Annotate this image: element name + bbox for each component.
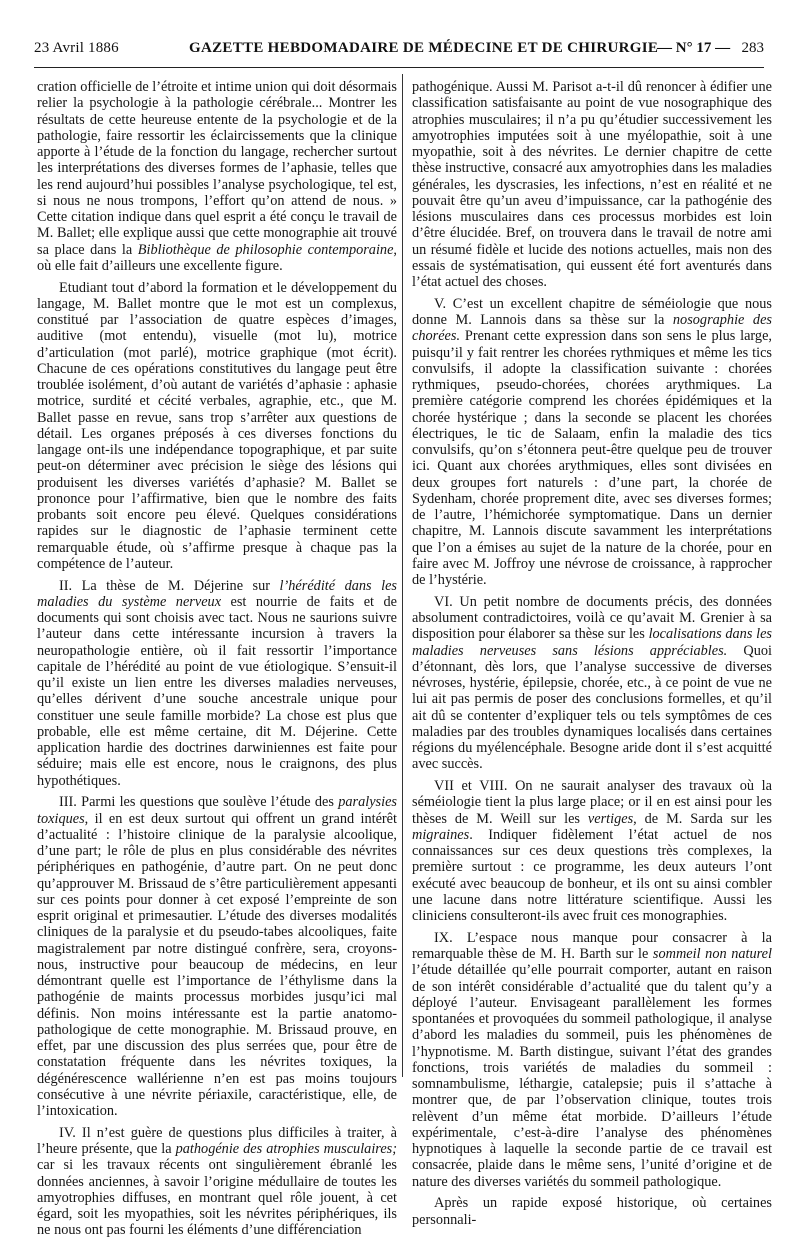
column-divider xyxy=(402,74,403,1077)
paragraph xyxy=(37,578,397,789)
italic-title: l’hérédité dans les maladies du système nerveux xyxy=(37,577,397,610)
paragraph xyxy=(37,794,397,1119)
italic-title: sommeil non naturel xyxy=(652,946,773,962)
text-run: . Indiquer fidèlement l’état actuel de nos connaissances sur ces deux questions très complexes, la première surtout : ce programme, les deux auteurs l’ont exécuté avec beaucoup de bonheur, et ils ont su ainsi combler une lacune dans notre littérature scientifique. Aussi les cliniciens consulteront-ils avec fruit ces monographies. xyxy=(412,826,772,924)
text-run: VI. Un petit nombre de documents précis, des données absolument contradictoires, voilà ce qu’avait M. Grenier à sa disposition pour élaborer sa thèse sur les xyxy=(412,593,772,643)
text-run: VII et VIII. On ne saurait analyser des travaux où la séméiologie tient la plus large place; or il en est ainsi pour les thèses de M. Weill sur les xyxy=(412,778,772,827)
journal-title: GAZETTE HEBDOMADAIRE DE MÉDECINE ET DE CHIRURGIE xyxy=(189,40,659,56)
paragraph xyxy=(37,280,397,573)
text-run: , de M. Sarda sur les xyxy=(633,810,772,827)
italic-title: nosographie des chorées. xyxy=(412,312,772,345)
text-run: Après un rapide exposé historique, où certaines personnali- xyxy=(412,1195,772,1228)
italic-title: migraines xyxy=(412,826,470,843)
paragraph xyxy=(412,930,772,1190)
italic-title: paralysies toxiques xyxy=(37,794,397,827)
running-header xyxy=(34,40,764,64)
text-run: Etudiant tout d’abord la formation et le développement du langage, M. Ballet montre que le mot est un complexus, constitué par l’association de quatre espèces d’images, auditive (mot entendu), visuelle (mot lu), motrice d’articulation (mot parlé), motrice graphique (mot écrit). Chacune de ces opérations constitutives du langage peut être troublée isolément, d’où autant de variétés d’aphasie : aphasie motrice, surdité et cécité verbales, agraphie, etc., que M. Ballet passe en revue, sans trop s’arrêter aux questions de détail. Les organes préposés à ces diverses fonctions du langage ont-ils une indépendance topographique, et par suite peut-on déterminer avec précision le siège des lésions qui produisent les diverses variétés d’aphasie? M. Ballet se prononce pour l’affirmative, bien que le nombre des faits probants soit encore peu élevé. Quelques considérations rapides sur le diagnostic de l’aphasie terminent cette remarquable étude, où s’affirme presque à chaque pas la compétence de l’auteur. xyxy=(37,279,397,572)
paragraph xyxy=(37,79,397,274)
italic-title: pathogénie des atrophies musculaires; xyxy=(175,1141,397,1157)
text-run: IV. Il n’est guère de questions plus difficiles à traiter, à l’heure présente, que la xyxy=(37,1124,397,1157)
text-run: pathogénique. Aussi M. Parisot a-t-il dû renoncer à édifier une classification satisfaisante au point de vue nosographique des atrophies musculaires; il n’a pu qu’étudier successivement les amyotrophies imputées soit à une myélopathie, soit à une myopathie, soit à des névrites. Le dernier chapitre de cette thèse instructive, consacré aux amyotrophies dans les maladies générales, les dyscrasies, les infections, n’est en réalité et ne pouvait être qu’un aveu d’impuissance, car la pathogénie des lésions musculaires dans ces processus morbides est loin d’être élucidée. Bref, on trouvera dans le travail de notre ami un résumé fidèle et lucide des notions actuelles, mais non des essais de systématisation, qui eussent été fort aventurés dans l’état actuel des choses. xyxy=(412,79,772,290)
issue-date: 23 Avril 1886 xyxy=(34,40,119,56)
paragraph xyxy=(412,296,772,589)
paragraph xyxy=(412,594,772,773)
page-number: 283 xyxy=(741,40,764,56)
right-column xyxy=(412,79,772,1233)
text-run: IX. L’espace nous manque pour consacrer à la remarquable thèse de M. H. Barth sur le xyxy=(412,929,772,962)
paragraph xyxy=(412,79,772,290)
paragraph xyxy=(412,1195,772,1228)
italic-title: localisations dans les maladies nerveuses sans lésions appréciables. xyxy=(412,626,772,659)
paragraph xyxy=(37,1125,397,1239)
header-rule xyxy=(34,67,764,68)
text-run: car si les travaux récents ont singulièrement ébranlé les données anciennes, à savoir l’origine médullaire de toutes les amyotrophies diffuses, en montrant quel rôle jouent, à cet égard, soit les myopathies, soit les névrites périphériques, ils ne nous ont pas fourni les éléments d’une différenciation xyxy=(37,1157,397,1239)
text-run: II. La thèse de M. Déjerine sur xyxy=(59,577,280,594)
text-run: Prenant cette expression dans son sens le plus large, puisqu’il y fait rentrer les chorées rythmiques et même les tics convulsifs, il adopte la classification suivante : chorées rythmiques, pseudo-chorées, chorées arythmiques. La première catégorie comprend les chorées épidémiques et la chorée hystérique ; dans la seconde se placent les chorées électriques, le tic de Salaam, enfin la maladie des tics convulsifs, qu’on s’étonnera peut-être quelque peu de trouver ici. Quant aux chorées arythmiques, elles sont divisées en deux groupes fort naturels : d’une part, la chorée de Sydenham, chorée proprement dite, avec ses diverses formes; de l’autre, l’hémichorée symptomatique. Dans un dernier chapitre, M. Lannois discute savamment les interprétations que l’on a émises au sujet de la nature de la chorée, pour en faire avec M. Joffroy une névrose de croissance, à rapprocher de l’hystérie. xyxy=(412,328,772,588)
issue-number: — N° 17 — xyxy=(657,40,731,56)
text-run: Quoi d’étonnant, dès lors, que l’analyse successive de diverses névroses, hystérie, épilepsie, chorée, etc., à ce point de vue ne lui ait pas permis de poser des conclusions formelles, et qu’il ait dû se contenter d’expliquer tels ou tels symptômes de ces maladies par des troubles dynamiques localisés dans certaines régions du myélencéphale. Besogne aride dont il s’est acquitté avec succès. xyxy=(412,642,772,773)
text-run: est nourrie de faits et de documents qui sont choisis avec tact. Nous ne saurions suivre l’auteur dans cette intéressante incursion à travers la neuropathologie entière, où il fait ressortir l’importance capitale de l’hérédité au point de vue étiologique. S’ensuit-il qu’il existe un lien entre les diverses maladies nerveuses, qu’elles dérivent d’une souche ancestrale unique pour constituer une seule famille morbide? La chose est plus que probable, elle est même certaine, dit M. Déjerine. Cette application hardie des doctrines darwiniennes est faite pour séduire; mais elle est encore, nous le craignons, des plus hypothétiques. xyxy=(37,593,397,789)
text-run: V. C’est un excellent chapitre de séméiologie que nous donne M. Lannois dans sa thèse sur la xyxy=(412,295,772,328)
text-run: , il en est deux surtout qui offrent un grand intérêt d’actualité : l’histoire clinique de la paralysie alcoolique, d’une part; le rôle de plus en plus considérable des névrites périphériques en pathogénie, d’autre part. On ne peut donc qu’approuver M. Brissaud de s’être particulièrement appesanti sur ces points pour donner à cet exposé l’empreinte de son esprit original et primesautier. L’étude des diverses modalités cliniques de la paralysie et du pseudo-tabes alcooliques, faite magistralement par notre distingué confrère, sera, croyons-nous, instructive pour beaucoup de médecins, en leur démontrant quelle est l’importance de l’éthylisme dans la pathogénie de maints processus morbides jusqu’ici mal définis. Non moins intéressante est la partie anatomo-pathologique de cette monographie. M. Brissaud prouve, en effet, par une discussion des plus serrées que, pour être de constatation fréquente dans les névrites toxiques, la dégénérescence wallérienne n’en est pas moins toujours consécutive à une névrite périaxile, caractéristique, elle, de l’intoxication. xyxy=(37,810,397,1119)
text-run: l’étude détaillée qu’elle pourrait comporter, autant en raison de son intérêt considérable d’actualité que du talent qu’y a déployé l’auteur. Envisageant parallèlement les formes spontanées et provoquées du sommeil pathologique, il analyse d’abord les maladies du sommeil, puis les phénomènes de l’hypnotisme. M. Barth distingue, suivant l’état des grandes fonctions, trois variétés de maladies du sommeil : somnambulisme, léthargie, catalepsie; puis il s’attache à montrer que, de par l’observation clinique, toutes trois relèvent d’un même état morbide. D’ailleurs l’étude expérimentale, c’est-à-dire l’analyse des phénomènes hypnotiques à laquelle la seconde partie de ce travail est consacrée, plaide dans le même sens, l’unité d’origine et de nature des diverses variétés du sommeil pathologique. xyxy=(412,962,772,1190)
italic-title: vertiges xyxy=(587,810,634,827)
italic-title: Bibliothèque de philosophie contemporaine xyxy=(137,241,394,258)
text-run: , où elle fait d’ailleurs une excellente figure. xyxy=(37,241,397,274)
left-column xyxy=(37,79,397,1244)
text-run: III. Parmi les questions que soulève l’étude des xyxy=(59,794,339,811)
text-run: cration officielle de l’étroite et intime union qui doit désormais relier la psychologie à la pathologie cérébrale... Montrer les résultats de cette heureuse entente de la psychologie et de la pathologie, faire ressortir les éclaircissements que la clinique apporte à l’étude de la fonction du langage, rechercher surtout les interprétations des diverses formes de l’aphasie, telles que les rend aujourd’hui possibles l’analyse psychologique, tel est, si nous ne nous trompons, l’effort qu’on attend de nous. » Cette citation indique dans quel esprit a été conçu le travail de M. Ballet; elle explique aussi que cette monographie ait trouvé sa place dans la xyxy=(37,79,397,258)
paragraph xyxy=(412,778,772,924)
